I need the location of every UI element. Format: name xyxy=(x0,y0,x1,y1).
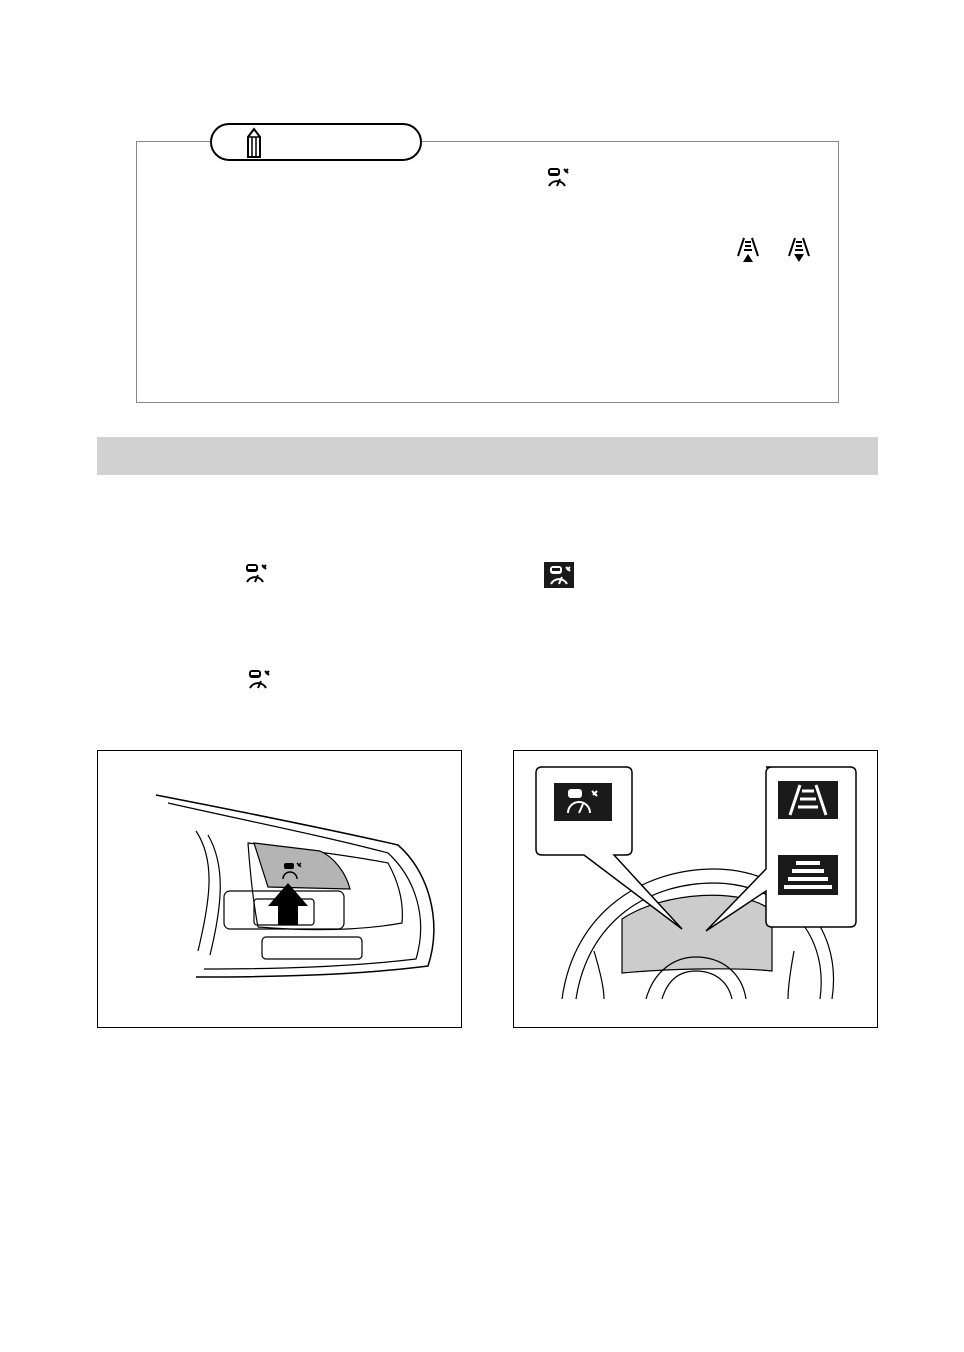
lane-up-icon xyxy=(735,236,761,264)
note-tab xyxy=(210,123,422,161)
cruise-assist-icon xyxy=(245,668,273,692)
lane-markings-indicator xyxy=(778,781,838,819)
lane-down-icon xyxy=(786,236,812,264)
meter-indicator-figure xyxy=(513,750,878,1028)
cruise-assist-icon xyxy=(544,166,572,190)
cruise-assist-indicator xyxy=(554,783,612,821)
pencil-icon xyxy=(244,127,264,159)
steering-switch-figure xyxy=(97,750,462,1028)
press-arrow xyxy=(268,883,308,925)
steering-switch-illustration xyxy=(98,751,461,1027)
cruise-assist-active-icon xyxy=(544,562,574,588)
lane-keep-indicator xyxy=(778,855,838,895)
cruise-assist-icon xyxy=(242,562,270,586)
meter-illustration xyxy=(514,751,877,1027)
section-header-bar xyxy=(97,437,878,475)
note-box xyxy=(136,141,839,403)
